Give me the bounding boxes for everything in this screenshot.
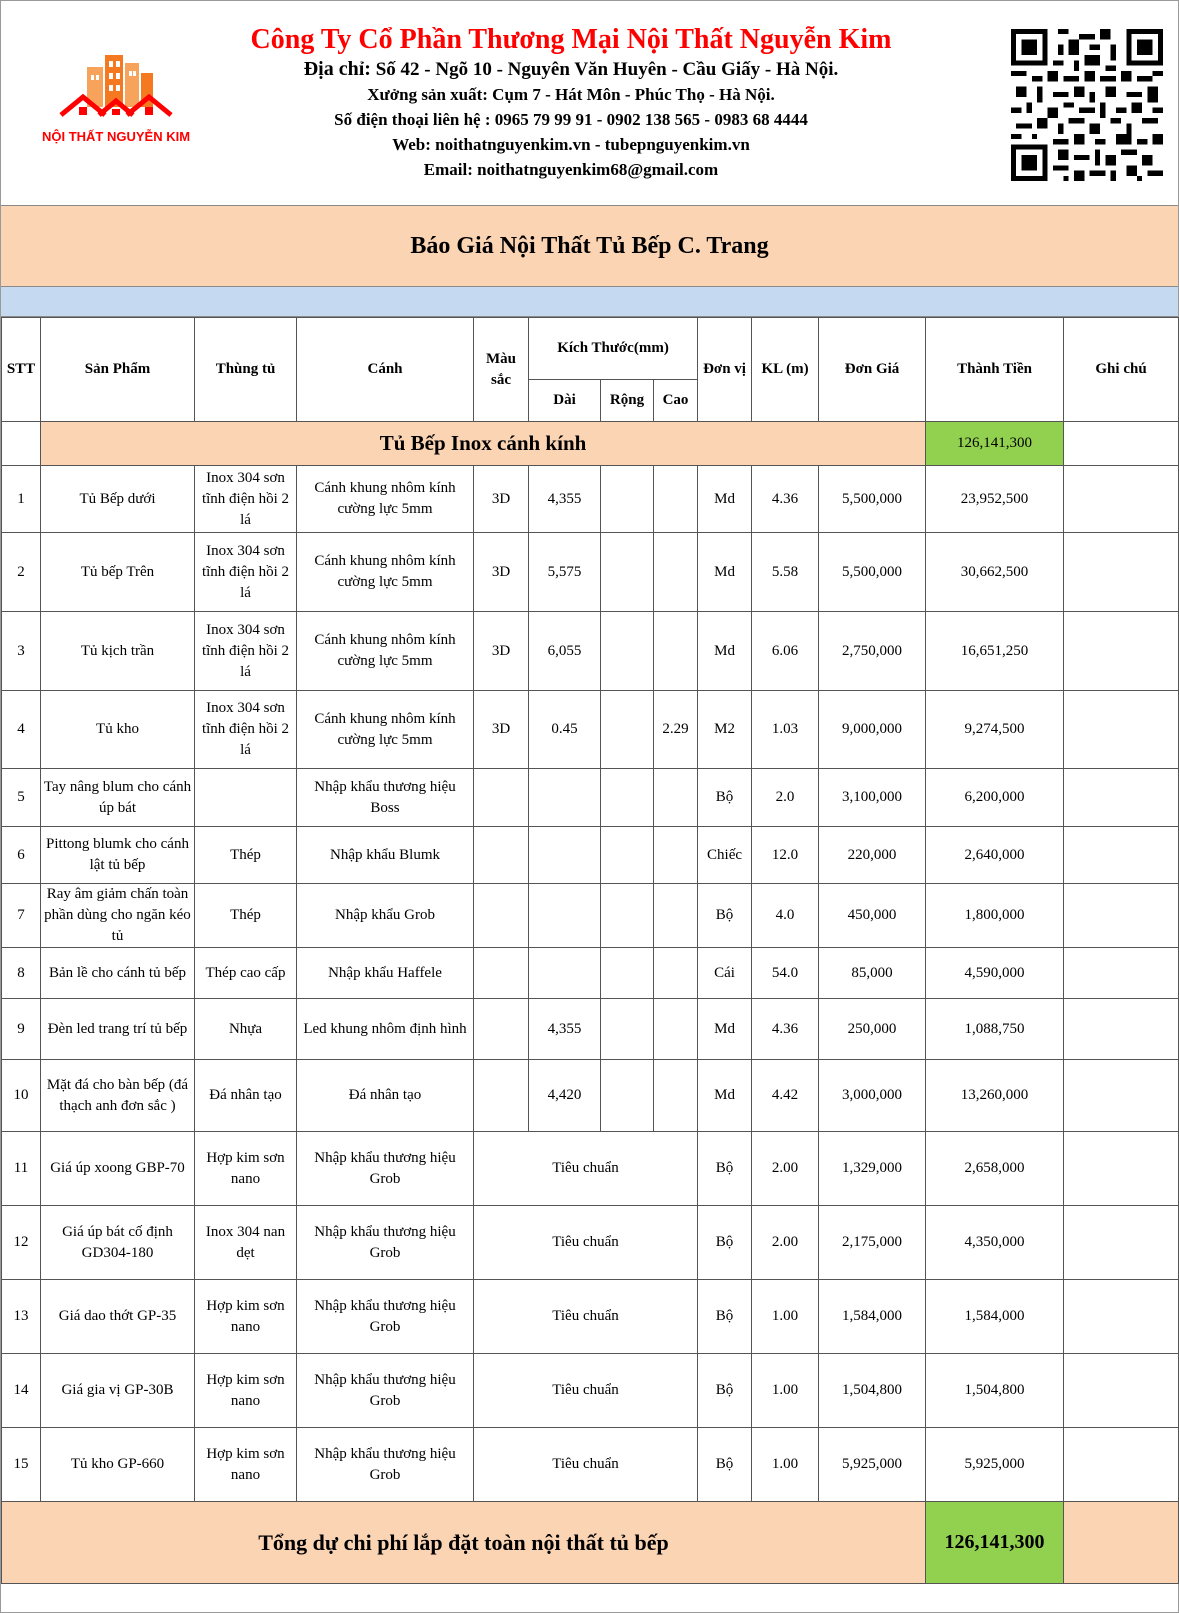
cell-unit: Cái — [698, 948, 752, 999]
cell-product: Tủ bếp Trên — [41, 533, 195, 612]
cell-height — [654, 948, 698, 999]
section-stt — [2, 422, 41, 466]
table-row — [2, 769, 1179, 827]
address-label: Địa chỉ: — [303, 58, 371, 80]
cell-color — [474, 827, 529, 884]
grand-total-value: 126,141,300 — [926, 1502, 1064, 1584]
cell-note — [1064, 827, 1179, 884]
cell-note — [1064, 533, 1179, 612]
cell-width — [601, 466, 654, 533]
cell-stt: 15 — [2, 1428, 41, 1502]
cell-door: Cánh khung nhôm kính cường lực 5mm — [297, 612, 474, 691]
cell-width — [601, 1060, 654, 1132]
cell-body: Hợp kim sơn nano — [195, 1354, 297, 1428]
cell-product: Pittong blumk cho cánh lật tủ bếp — [41, 827, 195, 884]
cell-door: Nhập khẩu Blumk — [297, 827, 474, 884]
cell-height — [654, 466, 698, 533]
col-header-price: Đơn Giá — [819, 318, 926, 422]
company-email: Email: noithatnguyenkim68@gmail.com — [423, 160, 719, 179]
cell-color — [474, 769, 529, 827]
cell-stt: 6 — [2, 827, 41, 884]
cell-length: 6,055 — [529, 612, 601, 691]
cell-length: 0.45 — [529, 691, 601, 769]
col-header-length: Dài — [529, 380, 601, 422]
cell-product: Tủ kho — [41, 691, 195, 769]
building-icon — [61, 55, 171, 115]
cell-body: Inox 304 nan dẹt — [195, 1206, 297, 1280]
cell-product: Đèn led trang trí tủ bếp — [41, 999, 195, 1060]
cell-height — [654, 533, 698, 612]
cell-color: 3D — [474, 466, 529, 533]
cell-height — [654, 884, 698, 948]
table-row — [2, 466, 1179, 533]
cell-height — [654, 612, 698, 691]
cell-product: Tủ Bếp dưới — [41, 466, 195, 533]
cell-note — [1064, 1060, 1179, 1132]
company-factory: Xưởng sản xuất: Cụm 7 - Hát Môn - Phúc Thọ - Hà Nội. — [367, 85, 775, 104]
cell-amount: 1,504,800 — [926, 1354, 1064, 1428]
cell-length — [529, 827, 601, 884]
cell-qty: 54.0 — [752, 948, 819, 999]
cell-width — [601, 533, 654, 612]
cell-unit: Bộ — [698, 884, 752, 948]
cell-body: Inox 304 sơn tĩnh điện hồi 2 lá — [195, 691, 297, 769]
cell-amount: 1,088,750 — [926, 999, 1064, 1060]
cell-unit: Bộ — [698, 1206, 752, 1280]
cell-price: 2,175,000 — [819, 1206, 926, 1280]
col-header-product: Sản Phẩm — [41, 318, 195, 422]
cell-stt: 3 — [2, 612, 41, 691]
cell-qty: 2.0 — [752, 769, 819, 827]
cell-stt: 4 — [2, 691, 41, 769]
cell-body: Đá nhân tạo — [195, 1060, 297, 1132]
cell-note — [1064, 948, 1179, 999]
col-header-qty: KL (m) — [752, 318, 819, 422]
table-row — [2, 1060, 1179, 1132]
cell-note — [1064, 1354, 1179, 1428]
cell-qty: 1.00 — [752, 1280, 819, 1354]
cell-qty: 1.00 — [752, 1354, 819, 1428]
cell-product: Tủ kịch trần — [41, 612, 195, 691]
table-row — [2, 1132, 1179, 1206]
cell-amount: 6,200,000 — [926, 769, 1064, 827]
cell-product: Giá gia vị GP-30B — [41, 1354, 195, 1428]
col-header-body: Thùng tủ — [195, 318, 297, 422]
cell-note — [1064, 1206, 1179, 1280]
cell-door: Cánh khung nhôm kính cường lực 5mm — [297, 466, 474, 533]
cell-color: 3D — [474, 612, 529, 691]
cell-body: Inox 304 sơn tĩnh điện hồi 2 lá — [195, 466, 297, 533]
grand-total-row — [2, 1502, 1179, 1584]
cell-unit: Bộ — [698, 1428, 752, 1502]
cell-product: Giá úp bát cố định GD304-180 — [41, 1206, 195, 1280]
cell-height — [654, 1060, 698, 1132]
table-row — [2, 1206, 1179, 1280]
cell-qty: 4.42 — [752, 1060, 819, 1132]
cell-price: 450,000 — [819, 884, 926, 948]
cell-qty: 2.00 — [752, 1132, 819, 1206]
col-header-amount: Thành Tiền — [926, 318, 1064, 422]
cell-height — [654, 769, 698, 827]
cell-qty: 1.00 — [752, 1428, 819, 1502]
cell-height: 2.29 — [654, 691, 698, 769]
cell-size: Tiêu chuẩn — [474, 1206, 698, 1280]
table-row — [2, 1280, 1179, 1354]
table-row — [2, 884, 1179, 948]
cell-door: Led khung nhôm định hình — [297, 999, 474, 1060]
cell-price: 250,000 — [819, 999, 926, 1060]
cell-qty: 4.36 — [752, 999, 819, 1060]
cell-product: Tủ kho GP-660 — [41, 1428, 195, 1502]
cell-unit: Md — [698, 533, 752, 612]
col-header-unit: Đơn vị — [698, 318, 752, 422]
company-address — [231, 57, 911, 82]
cell-unit: Md — [698, 466, 752, 533]
cell-unit: Bộ — [698, 1280, 752, 1354]
cell-width — [601, 612, 654, 691]
cell-width — [601, 884, 654, 948]
cell-stt: 11 — [2, 1132, 41, 1206]
cell-note — [1064, 999, 1179, 1060]
cell-door: Cánh khung nhôm kính cường lực 5mm — [297, 691, 474, 769]
cell-size: Tiêu chuẩn — [474, 1428, 698, 1502]
cell-body: Inox 304 sơn tĩnh điện hồi 2 lá — [195, 612, 297, 691]
company-phone: Số điện thoại liên hệ : 0965 79 99 91 - 0902 138 565 - 0983 68 4444 — [334, 110, 808, 129]
col-header-stt: STT — [2, 318, 41, 422]
cell-amount: 2,640,000 — [926, 827, 1064, 884]
col-header-color: Màu sắc — [474, 318, 529, 422]
cell-unit: M2 — [698, 691, 752, 769]
cell-stt: 9 — [2, 999, 41, 1060]
cell-price: 9,000,000 — [819, 691, 926, 769]
cell-amount: 5,925,000 — [926, 1428, 1064, 1502]
cell-body: Inox 304 sơn tĩnh điện hồi 2 lá — [195, 533, 297, 612]
cell-qty: 5.58 — [752, 533, 819, 612]
col-header-size: Kích Thước(mm) — [529, 318, 698, 380]
quotation-table — [1, 317, 1179, 1584]
cell-amount: 2,658,000 — [926, 1132, 1064, 1206]
cell-qty: 2.00 — [752, 1206, 819, 1280]
table-row — [2, 612, 1179, 691]
cell-door: Nhập khẩu thương hiệu Grob — [297, 1132, 474, 1206]
cell-length: 4,420 — [529, 1060, 601, 1132]
cell-price: 2,750,000 — [819, 612, 926, 691]
cell-qty: 4.0 — [752, 884, 819, 948]
col-header-height: Cao — [654, 380, 698, 422]
cell-color — [474, 1060, 529, 1132]
cell-product: Giá dao thớt GP-35 — [41, 1280, 195, 1354]
cell-stt: 12 — [2, 1206, 41, 1280]
cell-body — [195, 769, 297, 827]
table-row — [2, 999, 1179, 1060]
cell-amount: 1,800,000 — [926, 884, 1064, 948]
cell-amount: 23,952,500 — [926, 466, 1064, 533]
company-info — [231, 23, 911, 182]
cell-stt: 5 — [2, 769, 41, 827]
cell-stt: 2 — [2, 533, 41, 612]
cell-stt: 10 — [2, 1060, 41, 1132]
cell-body: Hợp kim sơn nano — [195, 1428, 297, 1502]
cell-amount: 4,590,000 — [926, 948, 1064, 999]
table-row — [2, 948, 1179, 999]
cell-unit: Md — [698, 1060, 752, 1132]
cell-body: Hợp kim sơn nano — [195, 1132, 297, 1206]
cell-stt: 13 — [2, 1280, 41, 1354]
cell-height — [654, 827, 698, 884]
cell-door: Nhập khẩu thương hiệu Grob — [297, 1428, 474, 1502]
cell-length — [529, 948, 601, 999]
table-row — [2, 1354, 1179, 1428]
cell-note — [1064, 1428, 1179, 1502]
cell-price: 220,000 — [819, 827, 926, 884]
cell-note — [1064, 1280, 1179, 1354]
cell-price: 5,500,000 — [819, 533, 926, 612]
col-header-note: Ghi chú — [1064, 318, 1179, 422]
cell-door: Nhập khẩu Grob — [297, 884, 474, 948]
logo-text: NỘI THẤT NGUYỄN KIM — [41, 129, 191, 144]
cell-length: 4,355 — [529, 999, 601, 1060]
cell-door: Nhập khẩu thương hiệu Grob — [297, 1280, 474, 1354]
cell-amount: 4,350,000 — [926, 1206, 1064, 1280]
cell-product: Mặt đá cho bàn bếp (đá thạch anh đơn sắc ) — [41, 1060, 195, 1132]
col-header-width: Rộng — [601, 380, 654, 422]
table-body — [2, 422, 1179, 1502]
spacer-band — [1, 287, 1178, 317]
cell-unit: Bộ — [698, 769, 752, 827]
cell-stt: 8 — [2, 948, 41, 999]
cell-stt: 14 — [2, 1354, 41, 1428]
table-row — [2, 827, 1179, 884]
grand-total-note — [1064, 1502, 1179, 1584]
cell-width — [601, 948, 654, 999]
cell-amount: 1,584,000 — [926, 1280, 1064, 1354]
cell-length — [529, 769, 601, 827]
section-note — [1064, 422, 1179, 466]
cell-length: 5,575 — [529, 533, 601, 612]
cell-amount: 16,651,250 — [926, 612, 1064, 691]
cell-product: Tay nâng blum cho cánh úp bát — [41, 769, 195, 827]
cell-note — [1064, 612, 1179, 691]
table-row — [2, 533, 1179, 612]
cell-note — [1064, 1132, 1179, 1206]
cell-unit: Bộ — [698, 1132, 752, 1206]
cell-door: Nhập khẩu thương hiệu Grob — [297, 1206, 474, 1280]
company-logo — [41, 49, 191, 159]
cell-door: Nhập khẩu thương hiệu Boss — [297, 769, 474, 827]
cell-stt: 7 — [2, 884, 41, 948]
cell-size: Tiêu chuẩn — [474, 1132, 698, 1206]
cell-body: Thép cao cấp — [195, 948, 297, 999]
cell-qty: 1.03 — [752, 691, 819, 769]
cell-door: Nhập khẩu thương hiệu Grob — [297, 1354, 474, 1428]
cell-stt: 1 — [2, 466, 41, 533]
table-row — [2, 691, 1179, 769]
company-name: Công Ty Cổ Phần Thương Mại Nội Thất Nguyễn Kim — [250, 24, 892, 55]
section-title: Tủ Bếp Inox cánh kính — [41, 422, 926, 466]
cell-price: 5,925,000 — [819, 1428, 926, 1502]
cell-height — [654, 999, 698, 1060]
cell-color — [474, 884, 529, 948]
quotation-title: Báo Giá Nội Thất Tủ Bếp C. Trang — [1, 206, 1178, 287]
cell-price: 5,500,000 — [819, 466, 926, 533]
cell-length — [529, 884, 601, 948]
cell-amount: 9,274,500 — [926, 691, 1064, 769]
cell-price: 1,584,000 — [819, 1280, 926, 1354]
cell-color — [474, 948, 529, 999]
cell-body: Hợp kim sơn nano — [195, 1280, 297, 1354]
cell-size: Tiêu chuẩn — [474, 1280, 698, 1354]
cell-price: 3,100,000 — [819, 769, 926, 827]
cell-body: Thép — [195, 827, 297, 884]
cell-unit: Md — [698, 999, 752, 1060]
cell-door: Đá nhân tạo — [297, 1060, 474, 1132]
cell-unit: Bộ — [698, 1354, 752, 1428]
cell-body: Thép — [195, 884, 297, 948]
cell-note — [1064, 466, 1179, 533]
cell-unit: Md — [698, 612, 752, 691]
cell-product: Bản lề cho cánh tủ bếp — [41, 948, 195, 999]
cell-note — [1064, 884, 1179, 948]
cell-amount: 13,260,000 — [926, 1060, 1064, 1132]
company-header — [1, 1, 1178, 206]
cell-qty: 12.0 — [752, 827, 819, 884]
cell-color: 3D — [474, 533, 529, 612]
cell-qty: 4.36 — [752, 466, 819, 533]
cell-product: Giá úp xoong GBP-70 — [41, 1132, 195, 1206]
cell-qty: 6.06 — [752, 612, 819, 691]
address-text: Số 42 - Ngõ 10 - Nguyên Văn Huyên - Cầu Giấy - Hà Nội. — [370, 59, 839, 80]
cell-price: 85,000 — [819, 948, 926, 999]
cell-color — [474, 999, 529, 1060]
cell-width — [601, 827, 654, 884]
cell-body: Nhựa — [195, 999, 297, 1060]
col-header-door: Cánh — [297, 318, 474, 422]
cell-unit: Chiếc — [698, 827, 752, 884]
cell-note — [1064, 691, 1179, 769]
cell-width — [601, 769, 654, 827]
section-row — [2, 422, 1179, 466]
cell-door: Nhập khẩu Haffele — [297, 948, 474, 999]
cell-length: 4,355 — [529, 466, 601, 533]
company-web: Web: noithatnguyenkim.vn - tubepnguyenkim.vn — [392, 135, 750, 154]
cell-size: Tiêu chuẩn — [474, 1354, 698, 1428]
cell-note — [1064, 769, 1179, 827]
cell-price: 3,000,000 — [819, 1060, 926, 1132]
grand-total-label: Tổng dự chi phí lắp đặt toàn nội thất tủ bếp — [2, 1502, 926, 1584]
cell-price: 1,504,800 — [819, 1354, 926, 1428]
cell-amount: 30,662,500 — [926, 533, 1064, 612]
cell-door: Cánh khung nhôm kính cường lực 5mm — [297, 533, 474, 612]
cell-price: 1,329,000 — [819, 1132, 926, 1206]
cell-color: 3D — [474, 691, 529, 769]
table-row — [2, 1428, 1179, 1502]
cell-width — [601, 999, 654, 1060]
section-total: 126,141,300 — [926, 422, 1064, 466]
cell-width — [601, 691, 654, 769]
qr-code-icon — [1011, 29, 1163, 181]
cell-product: Ray âm giảm chấn toàn phần dùng cho ngăn kéo tủ — [41, 884, 195, 948]
